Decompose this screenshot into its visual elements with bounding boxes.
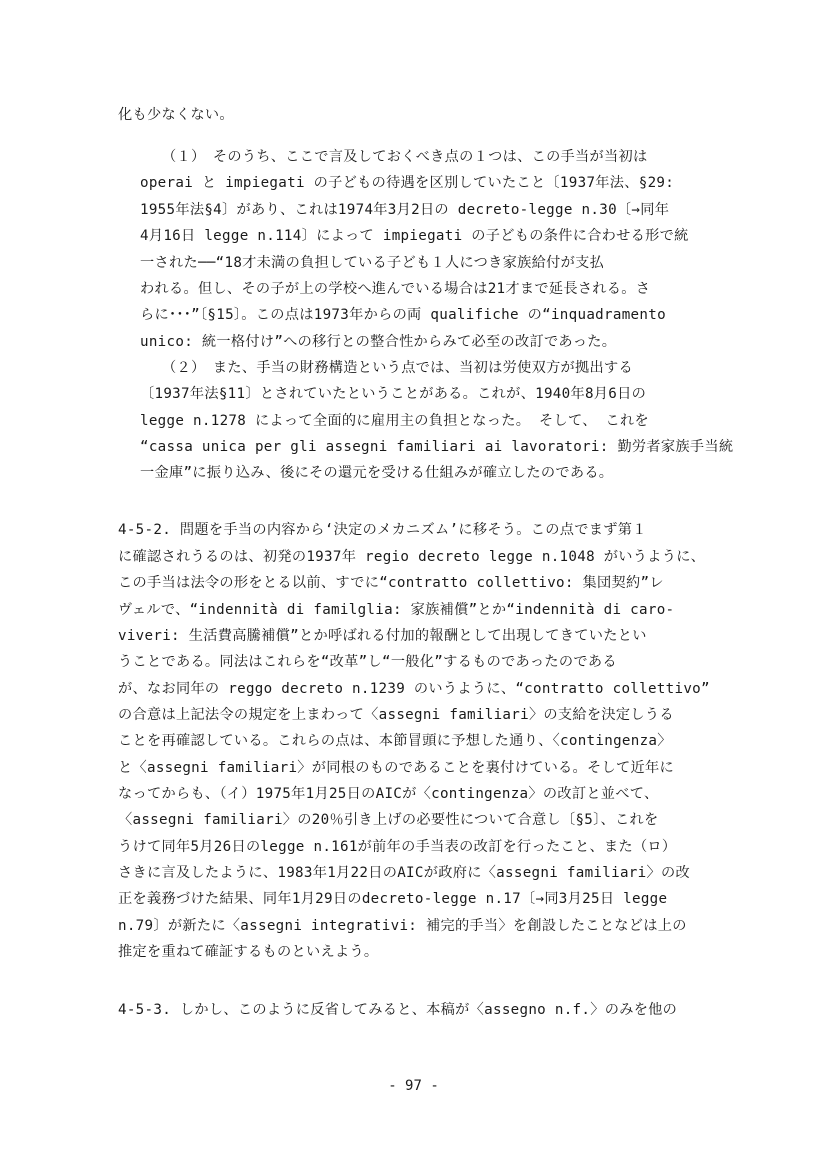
text-line: うけて同年5月26日のlegge n.161が前年の手当表の改訂を行ったこと、また（ロ） bbox=[118, 839, 677, 855]
text-line: に確認されうるのは、初発の1937年 regio decreto legge n.1048 がいうように、 bbox=[118, 549, 706, 565]
text-line: 一金庫”に振り込み、後にその還元を受ける仕組みが確立したのである。 bbox=[140, 465, 614, 481]
text-line: 推定を重ねて確証するものといえよう。 bbox=[118, 944, 379, 960]
text-line: 化も少なくない。 bbox=[118, 107, 234, 123]
text-line: “cassa unica per gli assegni familiari ai lavoratori: 勤労者家族手当統 bbox=[140, 439, 734, 455]
text-line: 正を義務づけた結果、同年1月29日のdecreto-legge n.17〔→同3月25日 legge bbox=[118, 891, 668, 907]
text-line: 4-5-3. しかし、このように反省してみると、本稿が〈assegno n.f.〉のみを他の bbox=[118, 1002, 678, 1018]
text-line: 1955年法§4〕があり、これは1974年3月2日の decreto-legge n.30〔→同年 bbox=[140, 202, 670, 218]
text-line: が、なお同年の reggo decreto n.1239 のいうように、“contratto collettivo” bbox=[118, 681, 710, 697]
text-line: 4-5-2. 問題を手当の内容から‘決定のメカニズム’に移そう。この点でまず第１ bbox=[118, 522, 647, 538]
text-line: legge n.1278 によって全面的に雇用主の負担となった。 そして、 これを bbox=[140, 413, 650, 429]
text-line: の合意は上記法令の規定を上まわって〈assegni familiari〉の支給を決定しうる bbox=[118, 707, 674, 723]
text-line: unico: 統一格付け”への移行との整合性からみて必至の改訂であった。 bbox=[140, 334, 617, 350]
text-line: operai と impiegati の子どもの待遇を区別していたこと〔1937年法、§29: bbox=[140, 175, 675, 191]
text-line: なってからも、（イ）1975年1月25日のAICが〈contingenza〉の改訂と並べて、 bbox=[118, 786, 659, 802]
text-line: ヴェルで、“indennità di familglia: 家族補償”とか“indennità di caro- bbox=[118, 602, 675, 618]
text-line: ことを再確認している。これらの点は、本節冒頭に予想した通り、〈contingenza〉 bbox=[118, 733, 672, 749]
text-line: われる。但し、その子が上の学校へ進んでいる場合は21才まで延長される。さ bbox=[140, 281, 651, 297]
text-line: うことである。同法はこれらを“改革”し“一般化”するものであったのである bbox=[118, 654, 617, 670]
text-line: と〈assegni familiari〉が同根のものであることを裏付けている。そして近年に bbox=[118, 760, 674, 776]
text-line: 4月16日 legge n.114〕によって impiegati の子どもの条件に合わせる形で統 bbox=[140, 228, 689, 244]
text-line: この手当は法令の形をとる以前、すでに“contratto collettivo: 集団契約”レ bbox=[118, 575, 664, 591]
text-line: （１） そのうち、ここで言及しておくべき点の１つは、この手当が当初は bbox=[162, 149, 648, 165]
text-line: らに･･･”〔§15〕。この点は1973年からの両 qualifiche の“inquadramento bbox=[140, 307, 666, 323]
text-line: 一された──“18才未満の負担している子ども１人につき家族給付が支払 bbox=[140, 255, 605, 271]
text-line: viveri: 生活費高騰補償”とか呼ばれる付加的報酬として出現してきていたとい bbox=[118, 628, 647, 644]
text-line: 〔1937年法§11〕とされていたということがある。これが、1940年8月6日の bbox=[140, 386, 647, 402]
text-line: n.79〕が新たに〈assegni integrativi: 補完的手当〉を創設したことなどは上の bbox=[118, 918, 687, 934]
text-line: （２） また、手当の財務構造という点では、当初は労使双方が拠出する bbox=[162, 360, 633, 376]
text-line: さきに言及したように、1983年1月22日のAICが政府に〈assegni familiari〉の改 bbox=[118, 865, 690, 881]
text-line: 〈assegni familiari〉の20％引き上げの必要性について合意し〔§5〕、これを bbox=[118, 812, 659, 828]
page-number: - 97 - bbox=[388, 1078, 439, 1094]
